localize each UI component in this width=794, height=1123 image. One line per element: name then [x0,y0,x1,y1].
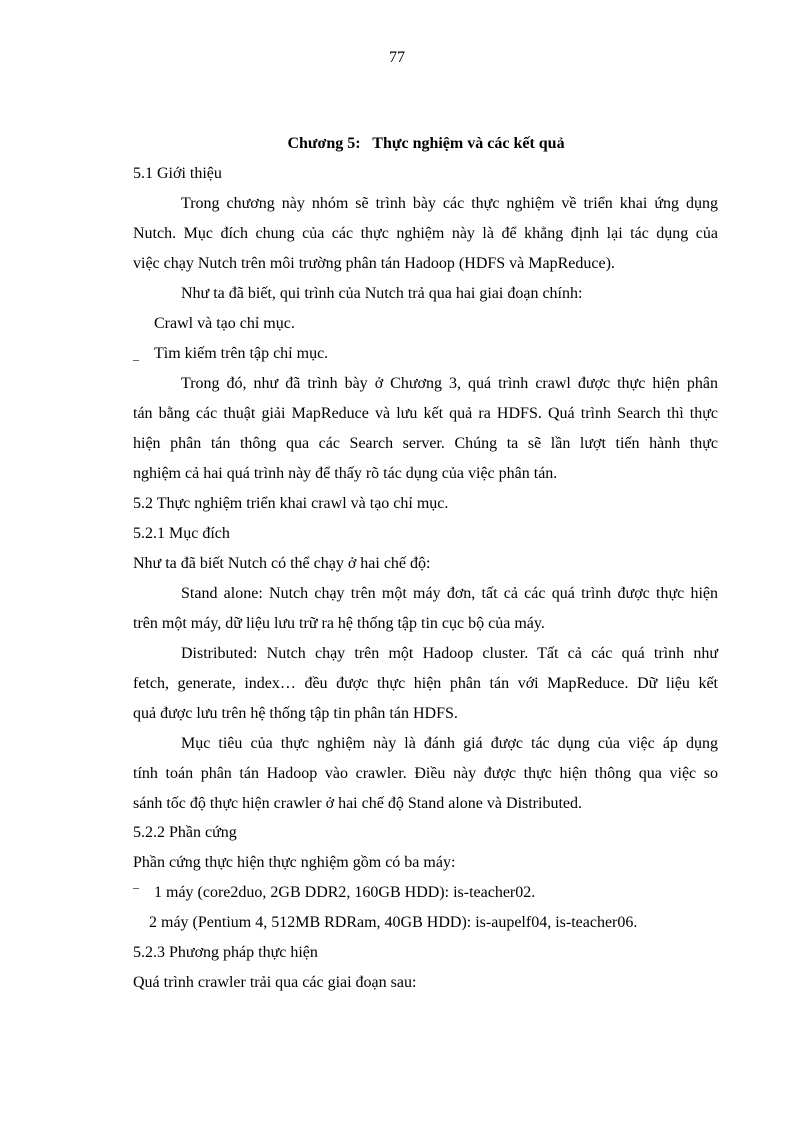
bullet-marker: _ [133,348,139,362]
paragraph-line: Như ta đã biết Nutch có thể chạy ở hai chế độ: [133,555,431,572]
paragraph-line: trên một máy, dữ liệu lưu trữ ra hệ thống tập tin cục bộ của máy. [133,615,545,632]
paragraph-line: Phần cứng thực hiện thực nghiệm gồm có ba máy: [133,854,456,871]
bullet-marker: – [133,880,139,894]
section-heading-5-2: 5.2 Thực nghiệm triển khai crawl và tạo chỉ mục. [133,495,449,512]
list-item: 1 máy (core2duo, 2GB DDR2, 160GB HDD): is-teacher02. [154,884,536,901]
list-item: Crawl và tạo chỉ mục. [154,315,295,332]
subsection-heading-5-2-3: 5.2.3 Phương pháp thực hiện [133,944,318,961]
page-number: 77 [389,49,405,66]
paragraph-line: tán bằng các thuật giải MapReduce và lưu kết quả ra HDFS. Quá trình Search thì thực [133,405,718,422]
paragraph-line: hiện phân tán thông qua các Search server. Chúng ta sẽ lần lượt tiến hành thực [133,435,718,452]
paragraph-line: Nutch. Mục đích chung của các thực nghiệm này là để khẳng định lại tác dụng của [133,225,718,242]
paragraph-line: Stand alone: Nutch chạy trên một máy đơn, tất cả các quá trình được thực hiện [181,585,718,602]
list-item: Tìm kiếm trên tập chỉ mục. [154,345,329,362]
paragraph-line: Mục tiêu của thực nghiệm này là đánh giá được tác dụng của việc áp dụng [181,735,718,752]
paragraph-line: việc chạy Nutch trên môi trường phân tán Hadoop (HDFS và MapReduce). [133,255,615,272]
section-heading-5-1: 5.1 Giới thiệu [133,165,222,182]
paragraph-line: Quá trình crawler trải qua các giai đoạn sau: [133,974,417,991]
paragraph-line: Distributed: Nutch chạy trên một Hadoop cluster. Tất cả các quá trình như [181,645,718,662]
paragraph-line: tính toán phân tán Hadoop vào crawler. Điều này được thực hiện thông qua việc so [133,765,718,782]
chapter-title: Chương 5: Thực nghiệm và các kết quả [287,135,565,152]
list-item: 2 máy (Pentium 4, 512MB RDRam, 40GB HDD): is-aupelf04, is-teacher06. [149,914,638,931]
paragraph-line: Trong đó, như đã trình bày ở Chương 3, quá trình crawl được thực hiện phân [181,375,718,392]
paragraph-line: fetch, generate, index… đều được thực hiện phân tán với MapReduce. Dữ liệu kết [133,675,718,692]
paragraph-line: quả được lưu trên hệ thống tập tin phân tán HDFS. [133,705,458,722]
subsection-heading-5-2-1: 5.2.1 Mục đích [133,525,230,542]
paragraph-line: sánh tốc độ thực hiện crawler ở hai chế độ Stand alone và Distributed. [133,795,582,812]
paragraph-line: nghiệm cả hai quá trình này để thấy rõ tác dụng của việc phân tán. [133,465,558,482]
paragraph-line: Như ta đã biết, qui trình của Nutch trả qua hai giai đoạn chính: [181,285,583,302]
paragraph-line: Trong chương này nhóm sẽ trình bày các thực nghiệm về triển khai ứng dụng [181,195,718,212]
subsection-heading-5-2-2: 5.2.2 Phần cứng [133,824,237,841]
